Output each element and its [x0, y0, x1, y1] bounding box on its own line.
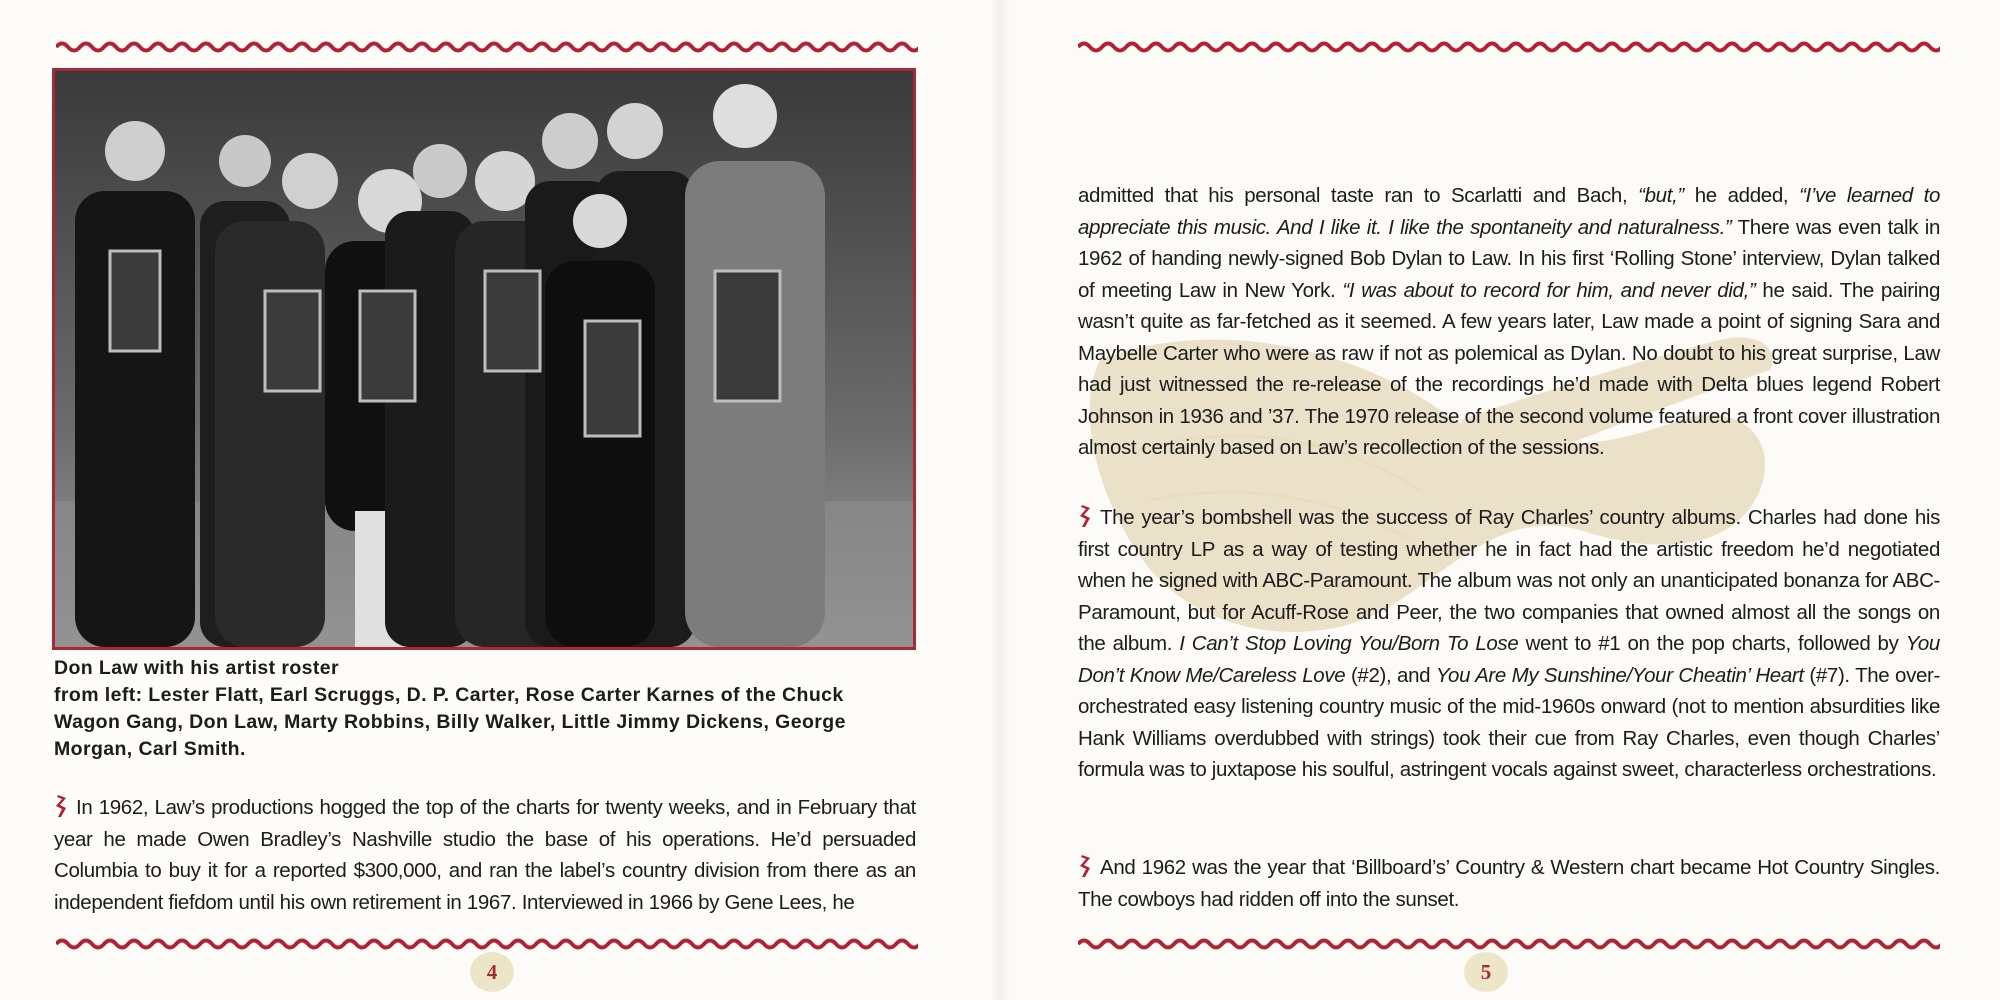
italic-text-run: “I’ve learned to appreciate this music. And I like it. I like the spontaneity and naturalness.” [1078, 184, 1941, 239]
italic-text-run: “but,” [1638, 184, 1684, 207]
bottom-wave-border-left [56, 937, 918, 951]
wave-path [56, 44, 918, 51]
left-paragraph-text: In 1962, Law’s productions hogged the top of the charts for twenty weeks, and in February that year he made Owen Bradley’s Nashville studio the base of his operations. He’d persuaded Columbia to buy it for a reported $300,000, and ran the label’s country division from there as an independent fiefdom until his own retirement in 1967. Interviewed in 1966 by Gene Lees, he [54, 796, 916, 914]
text-run: he said. The pairing wasn’t quite as far-fetched as it seemed. A few years later, Law made a point of signing Sara and Maybelle Carter who were as raw if not as polemical as Dylan. No doubt to his great surprise, Law had just witnessed the re-release of the recordings he’d made with Delta blues legend Robert Johnson in 1936 and ’37. The 1970 release of the second volume featured a front cover illustration almost certainly based on Law’s recollection of the sessions. [1078, 278, 1940, 459]
text-run: (#2), and [1345, 663, 1436, 687]
page-number-left: 4 [470, 952, 514, 992]
top-wave-border-left [56, 40, 918, 54]
text-run: admitted that his personal taste ran to Scarlatti and Bach, [1078, 184, 1639, 207]
right-paragraph-3-text: And 1962 was the year that ‘Billboard’s’ Country & Western chart became Hot Country Singles. The cowboys had ridden off into the sunset. [1078, 856, 1940, 911]
text-run: went to #1 on the pop charts, followed by [1518, 632, 1906, 655]
left-paragraph [54, 792, 916, 918]
italic-text-run: I Can’t Stop Loving You/Born To Lose [1179, 632, 1519, 655]
music-note-icon [1078, 853, 1094, 879]
right-paragraph-2-text [1078, 506, 1940, 781]
text-run: The year’s bombshell was the success of Ray Charles’ country albums. Charles had done his first country LP as a way of testing whether he in fact had the artistic freedom he’d negotiated when he signed with ABC-Paramount. The album was not only an unanticipated bonanza for ABC-Paramount, but for Acuff-Rose and Peer, the two companies that owned almost all the songs on the album. [1078, 506, 1940, 655]
right-paragraph-1-text [1078, 184, 1940, 459]
book-gutter [990, 0, 1010, 1000]
bottom-wave-border-right [1078, 937, 1940, 951]
wave-path [1078, 44, 1940, 51]
page-number-right: 5 [1464, 952, 1508, 992]
italic-text-run: You Don’t Know Me/Careless Love [1078, 632, 1940, 687]
right-paragraph-2 [1078, 502, 1940, 786]
photo-caption [54, 655, 904, 763]
music-note-icon [1078, 503, 1094, 529]
caption-title: Don Law with his artist roster [54, 657, 340, 679]
wave-path [56, 941, 918, 948]
italic-text-run: “I was about to record for him, and never did,” [1342, 278, 1756, 302]
artist-roster-photo [52, 68, 916, 650]
right-paragraph-3 [1078, 852, 1940, 915]
italic-text-run: You Are My Sunshine/Your Cheatin’ Heart [1435, 663, 1804, 687]
right-paragraph-1 [1078, 180, 1940, 464]
text-run: There was even talk in 1962 of handing newly-signed Bob Dylan to Law. In his first ‘Rolling Stone’ interview, Dylan talked of meeting Law in New York. [1078, 215, 1940, 302]
caption-names: from left: Lester Flatt, Earl Scruggs, D. P. Carter, Rose Carter Karnes of the Chuck Wagon Gang, Don Law, Marty Robbins, Billy Walker, Little Jimmy Dickens, George Morgan, Carl Smith. [54, 684, 846, 760]
music-note-icon [54, 793, 70, 819]
text-run: (#7). The over-orchestrated easy listening country music of the mid-1960s onward (not to mention absurdities like Hank Williams overdubbed with strings) took their cue from Ray Charles, even though Charles’ formula was to juxtapose his soulful, astringent vocals against sweet, characterless orchestrations. [1078, 663, 1940, 781]
top-wave-border-right [1078, 40, 1940, 54]
wave-path [1078, 941, 1940, 948]
group-photo-illustration [55, 71, 913, 647]
text-run: he added, [1683, 184, 1800, 207]
